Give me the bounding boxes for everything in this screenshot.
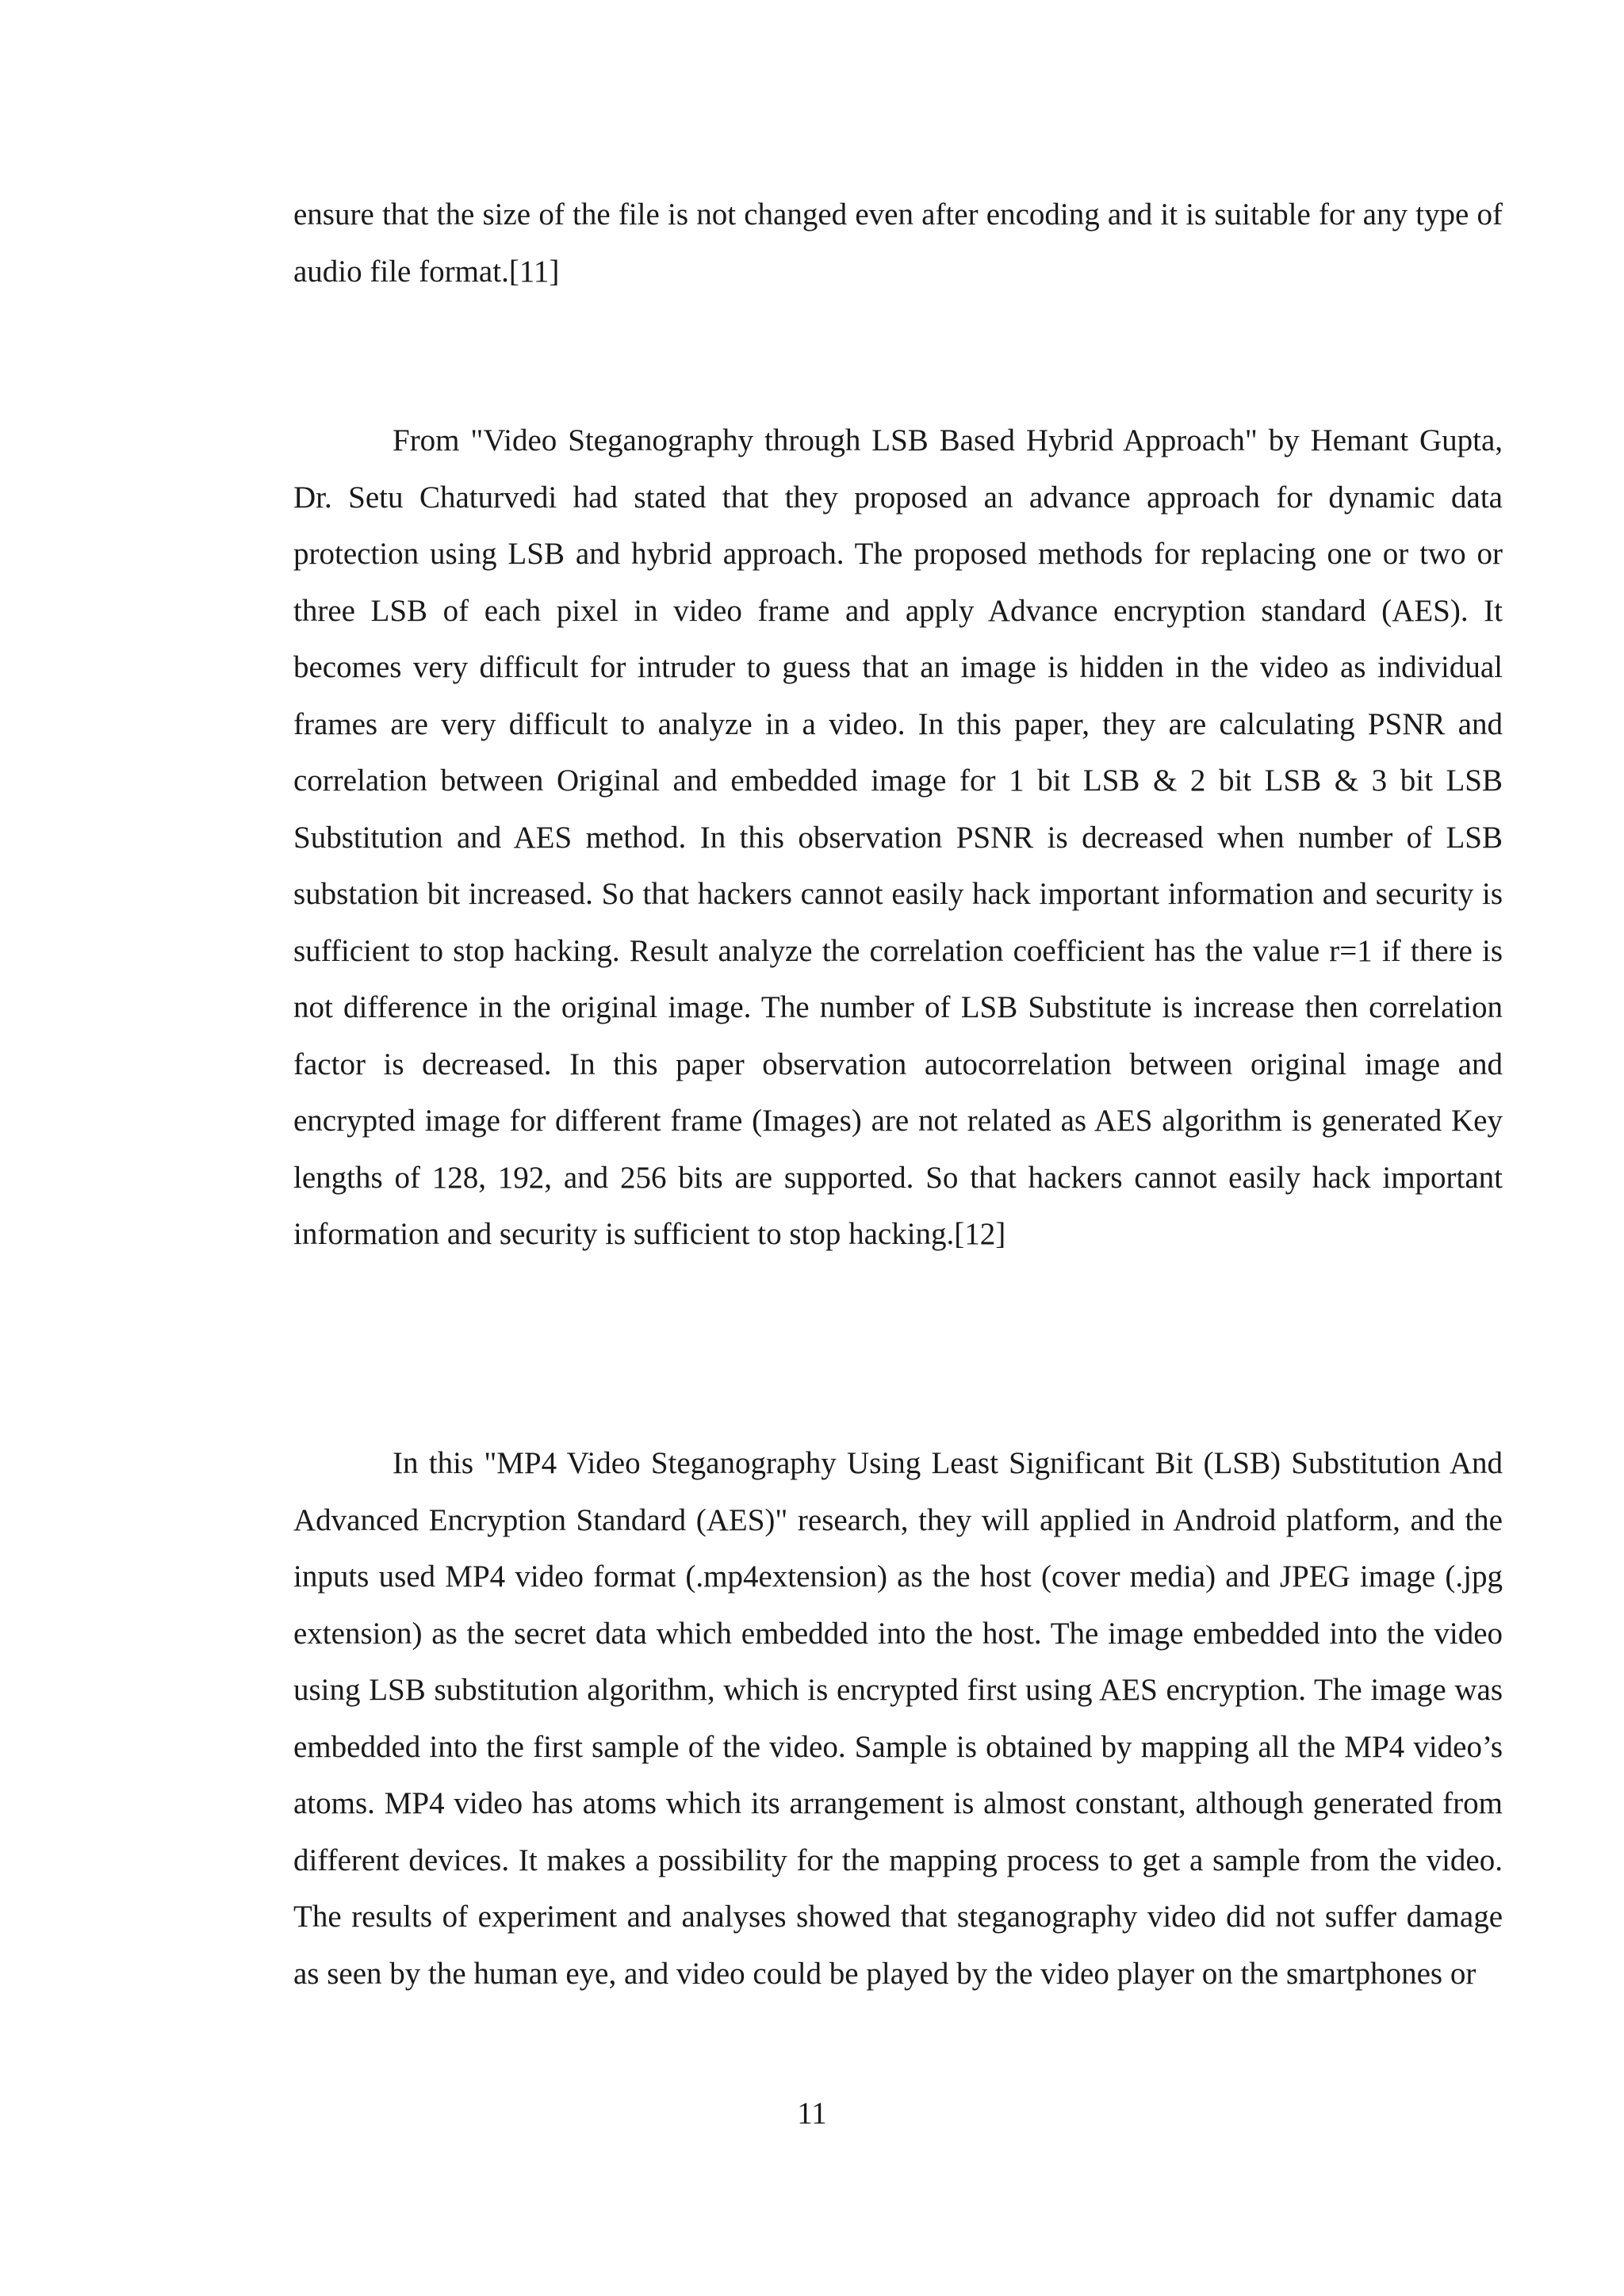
paragraph-3: In this "MP4 Video Steganography Using Least Significant Bit (LSB) Substitution And Advanced Encryption Standard (AES)" research, they will applied in Android platform, and the inputs used MP4 video format (.mp4extension) as the host (cover media) and JPEG image (.jpg extension) as the secret data which embedded into the host. The image embedded into the video using LSB substitution algorithm, which is encrypted first using AES encryption. The image was embedded into the first sample of the video. Sample is obtained by mapping all the MP4 video’s atoms. MP4 video has atoms which its arrangement is almost constant, although generated from different devices. It makes a possibility for the mapping process to get a sample from the video. The results of experiment and analyses showed that steganography video did not suffer damage as seen by the human eye, and video could be played by the video player on the smartphones or bbox=[293, 1446, 1503, 1991]
paragraph-1: ensure that the size of the file is not changed even after encoding and it is suitable for any type of audio file format.[11] bbox=[293, 197, 1503, 289]
page-number: 11 bbox=[797, 2096, 827, 2130]
paragraph-2: From "Video Steganography through LSB Based Hybrid Approach" by Hemant Gupta, Dr. Setu Chaturvedi had stated that they proposed an advance approach for dynamic data protection using LSB and hybrid approach. The proposed methods for replacing one or two or three LSB of each pixel in video frame and apply Advance encryption standard (AES). It becomes very difficult for intruder to guess that an image is hidden in the video as individual frames are very difficult to analyze in a video. In this paper, they are calculating PSNR and correlation between Original and embedded image for 1 bit LSB & 2 bit LSB & 3 bit LSB Substitution and AES method. In this observation PSNR is decreased when number of LSB substation bit increased. So that hackers cannot easily hack important information and security is sufficient to stop hacking. Result analyze the correlation coefficient has the value r=1 if there is not difference in the original image. The number of LSB Substitute is increase then correlation factor is decreased. In this paper observation autocorrelation between original image and encrypted image for different frame (Images) are not related as AES algorithm is generated Key lengths of 128, 192, and 256 bits are supported. So that hackers cannot easily hack important information and security is sufficient to stop hacking.[12] bbox=[293, 423, 1503, 1251]
paragraph-continuation bbox=[293, 186, 1503, 300]
paragraph-video-steganography-lsb-hybrid bbox=[293, 412, 1503, 1263]
paragraph-mp4-video-steganography bbox=[293, 1435, 1503, 2002]
